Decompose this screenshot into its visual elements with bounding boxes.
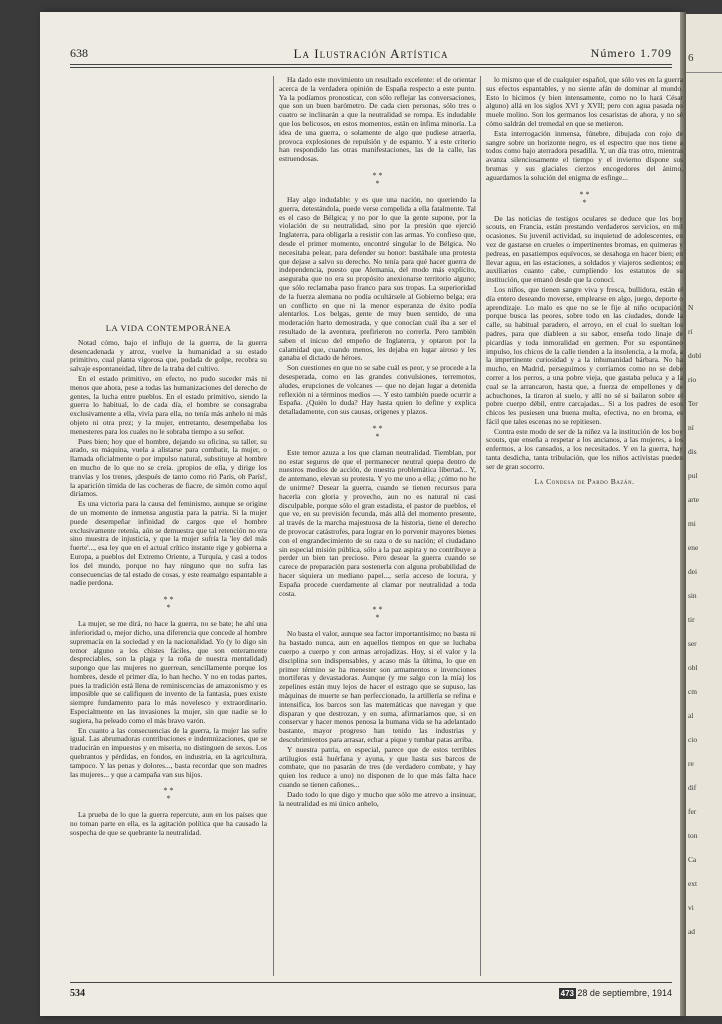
paragraph: Hay algo indudable: y es que una nación, no queriendo la guerra, detestándola, puede verse compelida a ella fatalmente. Tal es el caso de Bélgica; y no por lo que la gente supone, por la violación de su neutralidad, sino por la presión que ejerció Inglaterra, para obligarla a resistir con las armas. Yo confieso que, desde el primer momento, encontré singular lo de Bélgica. No necesitaba pelear, para defender su honor: bastábale una protesta que dejase a salvo su derecho. No tenía para qué hacer guerra de independencia, puesto que Alemania, del modo más explícito, aseguraba que no era su propósito anexionarse territorio alguno; que sólo reclamaba paso franco para sus tropas. La superioridad de la fuerza alemana no podía ocultársele al Gobierno belga; era un conflicto en que ni la menor esperanza de éxito podía alentarlos. Los belgas, gente de muy buen sentido, de una moderación harto demostrada, y que conocían cuál iba a ser el resultado de la aventura, prefirieron no correrla. Pero también saben el inicuo del empeño de Inglaterra, y optaron por la calamidad que, cuando menos, les dejaba en lugar airoso y les ganaba el dictado de héroes. (279, 194, 476, 363)
facing-page-fragment: Ca (688, 856, 697, 864)
facing-page-fragment: cm (688, 688, 698, 696)
facing-page-fragment: ene (688, 544, 699, 552)
facing-page-fragment: rio (688, 376, 697, 384)
facing-page-fragment: cio (688, 736, 698, 744)
paragraph: Es una victoria para la causa del feminismo, aunque se origine de un momento de inmensa angustia para la patria. Si la mujer puede desempeñar infinidad de cargos que el hombre exclusivamente retenía, aún se demuestra que tal retención no era sino muestra de injusticia, y que la mujer sufría la 'ley del más fuerte'..., esa ley que en el actual crítico instante rige y gobierna a Europa, a pueblos del Extremo Oriente, a Turquía, y casi a todos los del mundo, porque no hay ninguno que no sufra las consecuencias de tal estado de cosas, y este reamalgo espantable a nadie perdona. (70, 499, 267, 588)
facing-page-fragment: dobl (688, 352, 702, 360)
facing-page-rule (686, 72, 722, 73)
facing-page-fragment: obl (688, 664, 698, 672)
facing-page-fragment: dei (688, 568, 698, 576)
paragraph: Contra este modo de ser de la niñez va la institución de los boy scouts, que enseña a respetar a los ancianos, a las mujeres, a los enfermos, a los cansados, a los necesitados. Y en la guerra, hay tanta desdicha, tanta tribulación, que los niños activistas pueden ser de gran socorro. (486, 426, 683, 471)
facing-page-fragment: vi (688, 904, 694, 912)
column-1 (70, 324, 267, 979)
header-title: La Ilustración Artística (293, 46, 449, 61)
footer-folio: 534 (70, 988, 85, 999)
facing-page-fragment: fer (688, 808, 697, 816)
section-separator: * * * (163, 595, 174, 613)
column-3 (486, 76, 683, 616)
facing-page-fragment: ri (688, 328, 693, 336)
facing-page-fragment: ton (688, 832, 698, 840)
facing-page-fragment: dis (688, 448, 697, 456)
paragraph: No basta el valor, aunque sea factor importantísimo; no basta ni ha bastado nunca, aun en aquellos tiempos en que se luchaba cuerpo a cuerpo y con armas arrojadizas. Hoy, si el valor y la disciplina son indispensables, y acaso más la última, lo que en primer término se ha menester son armamentos e invenciones mortíferas y devastadoras. Aunque (y me salgo con la mía) los zepelines están muy lejos de hacer el estrago que se supuso, las máquinas de muerte se han perfeccionado, la artillería se refina e intensifica, los barcos son las matemáticas que navegan y que disparan y que destrozan, y en suma, afirmaríamos que, si en conservar y hacer menos penosa la humana vida se ha adelantado bastante, mayor progreso han tenido las industrias y descubrimientos para arrasar, echar a pique y tumbar patas arriba. (279, 629, 476, 744)
paragraph: Ha dado este movimiento un resultado excelente: el de orientar acerca de la verdadera opinión de España respecto a este punto. Ya la podíamos pronosticar, con sólo reflejar las conversaciones, que son un buen barómetro. De cada cien personas, sólo tres o cuatro se inclinarán a que la neutralidad se rompa. Es indudable que los belicosos, en estos momentos, están en ínfima minoría. La idea de una guerra, o solamente de algo que pudiese atraerla, provoca explosiones de repulsión y de espanto. Y a este criterio han respondido las otras manifestaciones, las de la calle, las estruendosas. (279, 76, 476, 164)
paragraph: Notad cómo, bajo el influjo de la guerra, de la guerra desencadenada y atroz, vuelve la humanidad a su estado primitivo, cual planta vigorosa que, podada de golpe, recobra su salvaje espontaneidad, libre de la traba del cultivo. (70, 337, 267, 374)
column-divider (480, 76, 481, 976)
facing-page-fragment: Ter (688, 400, 698, 408)
paragraph: En cuanto a las consecuencias de la guerra, la mujer las sufre igual. Las abrumadoras contribuciones e indemnizaciones, que se traducirán en impuestos y en miseria, no distinguen de sexos. Los quebrantos y pérdidas, en fondos, en industria, en la agricultura, tampoco. Y las penas y dolores..., basta recordar que son madres las mujeres... y que a campaña van sus hijos. (70, 725, 267, 779)
header-rule-top (70, 64, 672, 65)
paragraph: Dado todo lo que digo y mucho que sólo me atrevo a insinuar, la neutralidad es mi único anhelo, (279, 789, 476, 808)
facing-page-fragment: ad (688, 928, 695, 936)
paragraph: Los niños, que tienen sangre viva y fresca, bullidora, están el día entero deseando moverse, emplearse en algo, juego, deporte o aprendizaje. Lo malo es que no se le fije al niño ocupación; porque busca las peores, sobre todo en las ciudades, donde la calle, su habitual paradero, el arroyo, en el cual lo sueltan los padres, para que diableen a su sabor, enseña todo linaje de picardías y toda inmoralidad en germen. Por su espontáneo impulso, los chicos de la calle tienden a la insolencia, a la mofa, a la impertinente curiosidad y a la inhumanidad bárbara. No ha mucho, en Madrid, perseguimos y corríamos como no se debe correr a los perros, a una pobre vieja, que gastaba peluca y a la cual se la arrancaron, hasta que, a fuerza de empellones y de achuchones, la tiraron al suelo, y allí no sé si bailaron sobre el pobre cuerpo débil, entre carcajadas... Si a los padres de esos chicos les pusiesen una buena multa, efectiva, no en broma, es fácil que tales escenas no se repitiesen. (486, 284, 683, 426)
section-title: LA VIDA CONTEMPORÁNEA (105, 324, 232, 333)
author-signature: La Condesa de Pardo Bazán. (534, 476, 635, 486)
paragraph: Son cuestiones en que no se sabe cuál es peor, y se procede a la desesperada, como en las grandes convulsiones, terremotos, aludes, erupciones de volcanes — que no dejan lugar a detenida reflexión ni a términos medios —. Y esto también puede ocurrir a España. ¿Quién lo duda? Hay hasta quien lo define y explica detalladamente, con sus causas, orígenes y plazos. (279, 363, 476, 417)
section-separator: * * * (579, 189, 590, 207)
facing-page-fragment: al (688, 712, 694, 720)
paragraph: En el estado primitivo, en efecto, no pudo suceder más ni menos que ahora, pese a todas las humanizaciones del derecho de gentes, la lucha entre pueblos. En el estado primitivo, siendo la guerra lo habitual, lo de cada día, el hombre se consagraba exclusivamente a ella, vivía para ella, no tenía más anhelo ni más objeto ni otra prez; y la mujer, entretanto, desempeñaba los menesteres para los cuales no le sobraba tiempo a su señor. (70, 373, 267, 436)
page-footer (70, 988, 672, 1002)
facing-page-edge (686, 14, 722, 1016)
footer-date: 28 de septiembre, 1914 (577, 988, 672, 998)
footer-archive-stamp: 473 (560, 989, 574, 998)
facing-page-fragment: tir (688, 616, 695, 624)
header-page-number: 638 (70, 46, 88, 60)
facing-page-fragment: pul (688, 472, 698, 480)
header-rule-bottom (70, 67, 672, 68)
paragraph: La prueba de lo que la guerra repercute, aun en los países que no toman parte en ella, es la agitación política que ha causado la sospecha de que se quebrante la neutralidad. (70, 810, 267, 838)
paragraph: De las noticias de testigos oculares se deduce que los boy scouts, en Francia, están prestando verdaderos servicios, en mil ocasiones. Su juvenil actividad, su inquietud de adolescentes, en vez de gastarse en crueles o impertinentes bromas, en quimeras y pedreas, en pasatiempos equívocos, se desahoga en hacer bien; en llevar agua, en las estaciones, a soldados y viajeros sedientos; en auxiliarios cuanto cabe, cumpliendo los estatutos de su institución, que emanó desde que la conocí. (486, 213, 683, 285)
section-separator: * * * (372, 423, 383, 441)
column-divider (273, 76, 274, 976)
section-separator: * * * (372, 605, 383, 623)
paragraph: lo mismo que el de cualquier español, que sólo ves en la guerra sus efectos espantables, y no siente afán de dominar al mundo. Esto lo hicimos (y bien intensamente, como no lo hará César alguno) allá en los siglos XVI y XVII; pero con agua pasada no muele molino. Son los germanos los cesaristas de ahora, y no sé cómo saldrán del tremedal en que se metieron. (486, 76, 683, 128)
header-issue-number: Número 1.709 (590, 46, 672, 60)
facing-page-fragment: arte (688, 496, 700, 504)
column-2 (279, 76, 476, 979)
paragraph: La mujer, se me dirá, no hace la guerra, no se bate; he ahí una inferioridad o, mejor dicho, una diferencia que concede al hombre supremacía en la sociedad y en la nacionalidad. Yo (y lo digo sin temor alguno a los chistes fáciles, que son enteramente despreciables, son la plaga y la roña de nuestra mentalidad) supongo que las mujeres no guerrean, sencillamente porque los hombres, desde el primer día, lo han hecho. Y no en todas partes, pues la tradición está llena de reminiscencias de amazonismo y es imposible que se califiquen de invento de la fantasía, pues existe siempre fundamento para lo más novelesco y extraordinario. Especialmente en las invasiones la mujer, sin que nadie se lo sugiera, ha peleado como el más bravo varón. (70, 619, 267, 725)
footer-rule (70, 982, 672, 983)
paragraph: Este temor azuza a los que claman neutralidad. Tiemblan, por no estar seguros de que el permanecer neutral quepa dentro de nuestros medios de acción, de nuestra problemática libertad... Y, de antemano, elevan su protesta. Y yo me uno a ella; ¿cómo no he de unirme? Desear la guerra, cuando se tienen recursos para hacerla con gloria y provecho, aun no es natural ni casi disculpable, porque sólo el gran estadista, el pastor de pueblos, el que ve, en su previsión fecunda, más allá del momento presente, al través de la marcha majestuosa de la historia, tiene el derecho de provocar catástrofes, para lograr en lo porvenir mayores bienes con el engrandecimiento de su raza o de su nación; el ciudadano sin especial misión pública, sólo a la paz aspira y no contribuye a perder un bien tan precioso. Pero desear la guerra cuando se carece de preparación para sostenerla con alguna probabilidad de hacer siquiera un mediano papel..., sería acceso de locura, y España procede cuerdamente al clamar por neutralidad a toda costa. (279, 447, 476, 598)
facing-page-fragment: ext (688, 880, 698, 888)
facing-page-fragment: dif (688, 784, 697, 792)
facing-page-fragment: re (688, 760, 694, 768)
facing-page-fragment: mi (688, 520, 696, 528)
page-header (70, 46, 672, 64)
paragraph: Pues bien; hoy que el hombre, dejando su oficina, su taller, su arado, su máquina, vuela a alistarse para combatir, la mujer, o llamada oficialmente o por impulso natural, substituye al hombre en mucho de lo que no se creía. ¡propios de ella, y dirige los tranvías y los trenes, ¡después de tanto como rió París, oh París!, la aparición tímida de las cocheras de fiacre, de simón como aquí diríamos. (70, 436, 267, 499)
facing-page-fragment: ní (688, 424, 694, 432)
section-separator: * * * (163, 786, 174, 804)
facing-page-fragment: N (688, 304, 694, 312)
facing-page-fragment: ser (688, 640, 697, 648)
facing-page-fragment: sin (688, 592, 697, 600)
facing-page-header-fragment: 6 (688, 54, 694, 63)
paragraph: Y nuestra patria, en especial, parece que de estos terribles artilugios está huérfana y ayuna, y que hasta sus barcos de combate, que no pasarán de tres (de verdadero combate, y hay quien los reduce a uno) no disponen de lo que más falta hace cuando se tienen cañones... (279, 744, 476, 789)
section-separator: * * * (372, 170, 383, 188)
paragraph: Esta interrogación inmensa, fúnebre, dibujada con rojo de sangre sobre un horizonte negro, es el espectro que nos tiene a todos como bajo aterradora pesadilla. Y, un día tras otro, mientras avanza silenciosamente el tiempo y el invierno dispone sus brumas y sus glaciales cierzos encogedores del ánimo, aguardamos la solución del enigma de esfinge... (486, 128, 683, 182)
